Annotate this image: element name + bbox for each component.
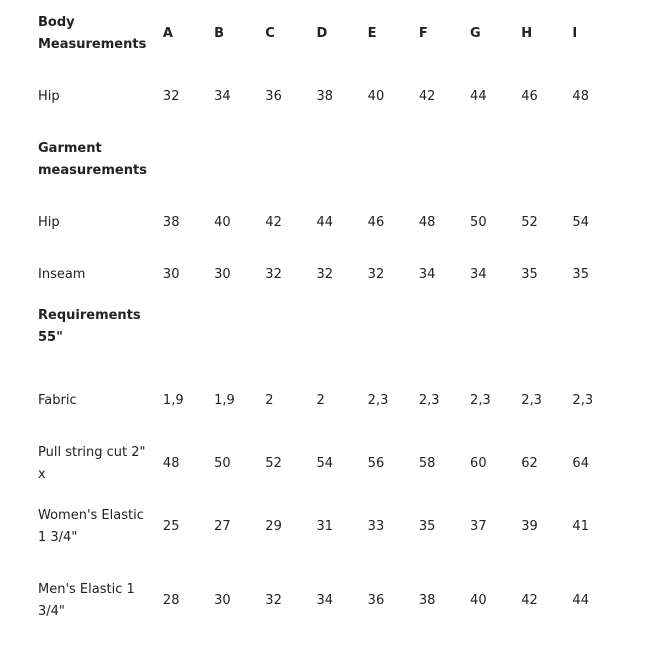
table-cell: 38 bbox=[162, 215, 180, 230]
size-column-header: C bbox=[265, 26, 275, 41]
table-cell: 1,9 bbox=[214, 393, 235, 408]
table-cell: 38 bbox=[316, 89, 334, 104]
table-cell: 58 bbox=[418, 456, 436, 471]
section-row bbox=[30, 290, 616, 364]
size-column-header: B bbox=[214, 26, 225, 41]
table-cell: 33 bbox=[367, 519, 385, 534]
table-cell: 40 bbox=[367, 89, 385, 104]
size-column-header: E bbox=[367, 26, 377, 41]
table-cell: 48 bbox=[418, 215, 436, 230]
table-cell: 31 bbox=[316, 519, 334, 534]
table-cell: 35 bbox=[572, 267, 589, 282]
garment-measurements-heading: Garment measurements bbox=[38, 141, 147, 178]
table-cell: 38 bbox=[418, 593, 436, 608]
table-cell: 50 bbox=[214, 456, 231, 471]
row-label: Men's Elastic 1 3/4" bbox=[38, 582, 135, 619]
table-cell: 46 bbox=[367, 215, 385, 230]
table-cell: 30 bbox=[214, 593, 231, 608]
table-row bbox=[30, 186, 616, 260]
table-cell: 35 bbox=[521, 267, 538, 282]
table-cell: 46 bbox=[521, 89, 538, 104]
table-cell: 48 bbox=[572, 89, 589, 104]
size-column-header: H bbox=[521, 26, 533, 41]
requirements-heading: Requirements 55" bbox=[38, 308, 141, 345]
table-cell: 62 bbox=[521, 456, 538, 471]
table-cell: 34 bbox=[418, 267, 436, 282]
table-cell: 29 bbox=[265, 519, 282, 534]
table-cell: 36 bbox=[367, 593, 385, 608]
size-column-header: D bbox=[316, 26, 328, 41]
table-cell: 2,3 bbox=[521, 393, 542, 408]
table-cell: 54 bbox=[316, 456, 334, 471]
table-cell: 42 bbox=[521, 593, 538, 608]
row-label: Women's Elastic 1 3/4" bbox=[38, 508, 144, 545]
table-cell: 32 bbox=[265, 267, 282, 282]
table-cell: 2 bbox=[265, 393, 274, 408]
table-row bbox=[30, 438, 616, 490]
table-cell: 27 bbox=[214, 519, 231, 534]
table-cell: 60 bbox=[470, 456, 487, 471]
table-header-row bbox=[30, 8, 616, 60]
table-cell: 48 bbox=[162, 456, 180, 471]
size-column-header: G bbox=[470, 26, 481, 41]
section-row bbox=[30, 134, 616, 186]
row-label: Hip bbox=[38, 89, 60, 104]
table-cell: 34 bbox=[214, 89, 231, 104]
table-row bbox=[30, 564, 616, 638]
table-cell: 44 bbox=[470, 89, 487, 104]
table-cell: 34 bbox=[470, 267, 487, 282]
table-cell: 1,9 bbox=[162, 393, 184, 408]
table-cell: 32 bbox=[162, 89, 180, 104]
table-cell: 50 bbox=[470, 215, 487, 230]
row-label: Pull string cut 2" x bbox=[38, 445, 146, 482]
size-column-header: F bbox=[418, 26, 428, 41]
row-label: Inseam bbox=[38, 267, 86, 282]
table-cell: 40 bbox=[214, 215, 231, 230]
table-cell: 2,3 bbox=[470, 393, 491, 408]
table-cell: 2 bbox=[316, 393, 325, 408]
table-cell: 2,3 bbox=[418, 393, 440, 408]
table-cell: 28 bbox=[162, 593, 180, 608]
table-cell: 54 bbox=[572, 215, 589, 230]
table-cell: 41 bbox=[572, 519, 589, 534]
table-row bbox=[30, 364, 616, 438]
table-row bbox=[30, 490, 616, 564]
table-cell: 40 bbox=[470, 593, 487, 608]
table-cell: 32 bbox=[265, 593, 282, 608]
table-cell: 30 bbox=[214, 267, 231, 282]
table-cell: 35 bbox=[418, 519, 436, 534]
table-cell: 37 bbox=[470, 519, 487, 534]
size-column-header: A bbox=[162, 26, 173, 41]
body-measurements-heading: Body Measurements bbox=[38, 15, 147, 52]
size-column-header: I bbox=[572, 26, 578, 41]
table-row bbox=[30, 60, 616, 134]
table-cell: 52 bbox=[521, 215, 538, 230]
table-cell: 30 bbox=[162, 267, 180, 282]
row-label: Hip bbox=[38, 215, 60, 230]
table-row bbox=[30, 260, 616, 290]
table-cell: 52 bbox=[265, 456, 282, 471]
table-cell: 36 bbox=[265, 89, 282, 104]
table-cell: 2,3 bbox=[367, 393, 389, 408]
table-cell: 2,3 bbox=[572, 393, 594, 408]
table-cell: 34 bbox=[316, 593, 334, 608]
size-table bbox=[30, 8, 616, 638]
table-cell: 44 bbox=[316, 215, 334, 230]
table-cell: 25 bbox=[162, 519, 180, 534]
table-cell: 42 bbox=[418, 89, 436, 104]
table-cell: 56 bbox=[367, 456, 385, 471]
table-cell: 44 bbox=[572, 593, 589, 608]
table-cell: 32 bbox=[316, 267, 334, 282]
row-label: Fabric bbox=[38, 393, 77, 408]
table-cell: 32 bbox=[367, 267, 385, 282]
table-cell: 42 bbox=[265, 215, 282, 230]
table-cell: 39 bbox=[521, 519, 538, 534]
table-cell: 64 bbox=[572, 456, 589, 471]
